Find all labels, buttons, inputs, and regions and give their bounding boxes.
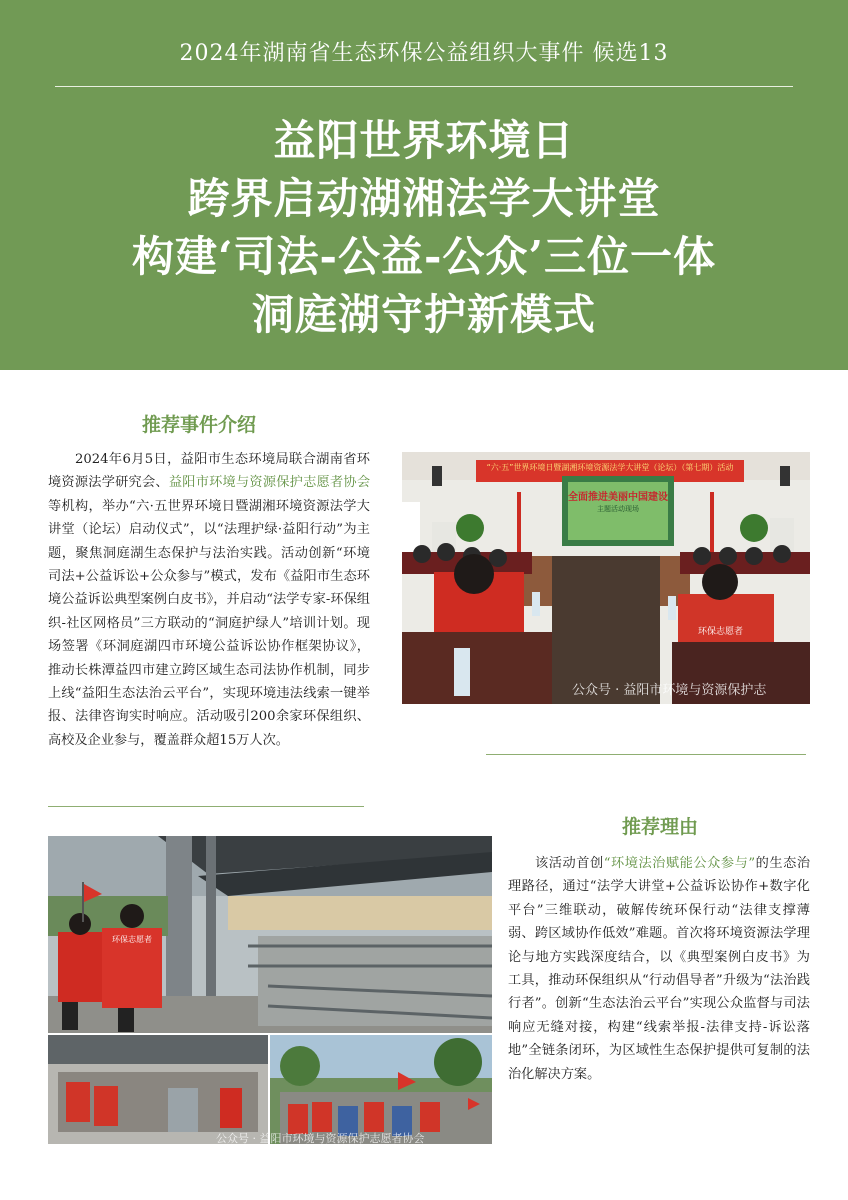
- title-line: 洞庭湖守护新模式: [251, 290, 596, 339]
- collage-illustration: [48, 836, 492, 1144]
- screen-title: 全面推进美丽中国建设: [568, 492, 668, 503]
- intro-text-2: 等机构，举办“六·五世界环境日暨湖湘环境资源法学大讲堂（论坛）启动仪式”，以“法理护绿·益阳行动”为主题，聚焦洞庭湖生态保护与法治实践。活动创新“环境司法+公益诉讼+公众参与”模式，发布《益阳市生态环境公益诉讼典型案例白皮书》，并启动“法学专家-环保组织-社区网格员”三方联动的“洞庭护绿人”培训计划。现场签署《环洞庭湖四市环境公益诉讼协作框架协议》，推动长株潭益四市建立跨区域生态司法协作机制，同步上线“益阳生态法治云平台”，实现环境违法线索一键举报、法律咨询实时响应。活动吸引200余家环保组织、高校及企业参与，覆盖群众超15万人次。: [48, 498, 370, 748]
- screen-subtitle: 主题活动现场: [597, 505, 639, 513]
- org-highlight: 益阳市环境与资源保护志愿者协会: [168, 475, 371, 491]
- title-line: 构建‘司法-公益-公众’三位一体: [131, 232, 717, 281]
- intro-paragraph: [48, 448, 370, 752]
- reason-divider: [486, 754, 806, 755]
- reason-highlight: “环境法治赋能公众参与”: [603, 856, 756, 871]
- page-title: [0, 112, 848, 344]
- intro-divider: [48, 806, 364, 807]
- photo-watermark: 公众号 · 益阳市环境与资源保护志: [572, 683, 767, 698]
- vest-text: 环保志愿者: [698, 627, 744, 637]
- title-line: 益阳世界环境日: [273, 116, 575, 165]
- meeting-banner-text: “六·五”世界环境日暨湖湘环境资源法学大讲堂（论坛）（第七期）活动: [486, 463, 734, 472]
- intro-text-1: 2024年6月5日，益阳市生态环境局联合湖南省环境资源法学研究会、: [48, 452, 370, 491]
- reason-heading: 推荐理由: [622, 816, 699, 838]
- collage-watermark: 公众号 · 益阳市环境与资源保护志愿者协会: [216, 1132, 425, 1144]
- header-banner: [0, 0, 848, 370]
- reason-text-2: 的生态治理路径，通过“法学大讲堂+公益诉讼协作+数字化平台”三维联动，破解传统环保行动“法律支撑薄弱、跨区域协作低效”难题。首次将环境资源法学理论与地方实践深度结合，以《典型案例白皮书》为工具，推动环保组织从“行动倡导者”升级为“法治践行者”。创新“生态法治云平台”实现公众监督与司法响应无缝对接，构建“线索举报-法律支持-诉讼落地”全链条闭环，为区域性生态保护提供可复制的法治化解决方案。: [508, 856, 811, 1082]
- reason-paragraph: [508, 852, 810, 1086]
- title-line: 跨界启动湖湘法学大讲堂: [187, 174, 661, 223]
- header-divider: [55, 86, 793, 87]
- meeting-photo: [402, 452, 810, 704]
- intro-heading: 推荐事件介绍: [142, 414, 257, 436]
- header-subtitle: 2024年湖南省生态环保公益组织大事件 候选13: [179, 41, 669, 66]
- collage-photo: [48, 836, 492, 1144]
- reason-text-1: 该活动首创: [535, 856, 604, 871]
- collage-vest-text: 环保志愿者: [112, 935, 152, 944]
